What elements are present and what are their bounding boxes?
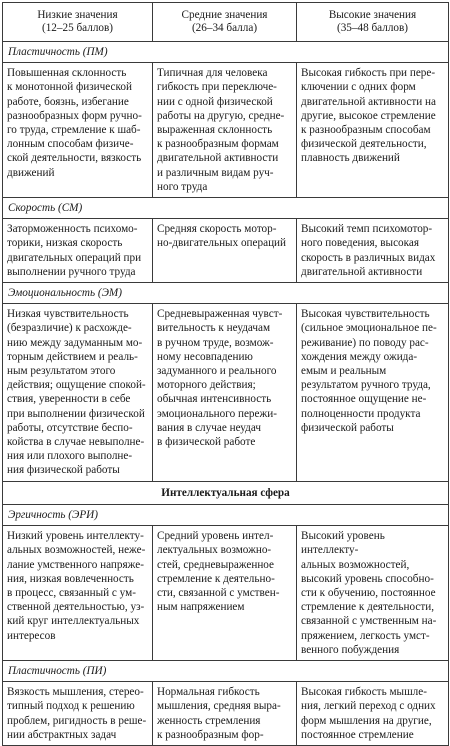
cell-low: Низкий уровень интеллекту- альных возможностей, неже- лание умственного напряже- ния, низкая вовлеченность в процесс, связанный с ум- ственной деятельностью, уз- кий круг интеллектуальных интересов — [3, 526, 153, 661]
section-title-emotionality-em: Эмоциональность (ЭМ) — [3, 283, 449, 304]
table-row — [3, 682, 449, 746]
cell-mid: Типичная для человека гибкость при переключе- нии с одной физической работы на другую, средне- выраженная склонность к разнообразным формам двигательной активности и различным видам руч- ного труда — [153, 63, 297, 198]
cell-low: Заторможенность психомо- торики, низкая скорость двигательных операций при выполнении ручного труда — [3, 219, 153, 283]
section-title-plasticity-pi: Пластичность (ПИ) — [3, 660, 449, 681]
table-row — [3, 219, 449, 283]
header-low-values: Низкие значения (12–25 баллов) — [3, 3, 153, 42]
header-mid-values: Средние значения (26–34 балла) — [153, 3, 297, 42]
cell-mid: Средняя скорость мотор- но-двигательных операций — [153, 219, 297, 283]
table-header-row — [3, 3, 449, 42]
section-title-speed-sm: Скорость (СМ) — [3, 198, 449, 219]
section-row — [3, 42, 449, 63]
section-title-ergicity-eri: Эргичность (ЭРИ) — [3, 504, 449, 525]
cell-mid: Средний уровень интел- лектуальных возможно- стей, средневыраженное стремление к деятельно- сти, связанной с умствен- ным напряжением — [153, 526, 297, 661]
section-row — [3, 504, 449, 525]
section-row — [3, 660, 449, 681]
cell-low: Повышенная склонность к монотонной физической работе, боязнь, избегание разнообразных форм ручно- го труда, стремление к шаб- лонным способам физиче- ской деятельности, вязкость движений — [3, 63, 153, 198]
table-row — [3, 63, 449, 198]
table-row — [3, 526, 449, 661]
cell-high: Высокий уровень интеллекту- альных возможностей, высокий уровень способно- сти к обучению, постоянное стремление к деятельности, связанной с умственным на- пряжением, легкость умст- венного побуждения — [297, 526, 449, 661]
sphere-heading-intellectual: Интеллектуальная сфера — [3, 481, 449, 504]
cell-mid: Нормальная гибкость мышления, средняя выра- женность стремления к разнообразным фор- — [153, 682, 297, 746]
cell-mid: Средневыраженная чувст- вительность к неудачам в ручном труде, возмож- ному несовпадению задуманного и реального моторного действия; обычная интенсивность эмоционального пережи- вания в случае неудач в физической работе — [153, 304, 297, 481]
table-row — [3, 304, 449, 481]
sphere-row — [3, 481, 449, 504]
cell-high: Высокая гибкость при пере- ключении с одних форм двигательной активности на другие, высокое стремление к разнообразным способам физической деятельности, плавность движений — [297, 63, 449, 198]
header-high-values: Высокие значения (35–48 баллов) — [297, 3, 449, 42]
temperament-scales-table — [2, 2, 449, 746]
cell-high: Высокий темп психомотор- ного поведения, высокая скорость в различных видах двигательной активности — [297, 219, 449, 283]
cell-high: Высокая чувствительность (сильное эмоциональное пе- реживание) по поводу рас- хождения между ожида- емым и реальным результатом ручного труда, постоянное ощущение не- полноценности продукта физической работы — [297, 304, 449, 481]
cell-high: Высокая гибкость мышле- ния, легкий переход с одних форм мышления на другие, постоянное стремление — [297, 682, 449, 746]
cell-low: Низкая чувствительность (безразличие) к расхожде- нию между задуманным мо- торным действием и реаль- ным результатом этого действия; ощущение спокой- ствия, уверенности в себе при выполнении физической работы, отсутствие беспо- койства в случае невыполне- ния или плохого выполне- ния физической работы — [3, 304, 153, 481]
section-row — [3, 198, 449, 219]
section-title-plasticity-pm: Пластичность (ПМ) — [3, 42, 449, 63]
section-row — [3, 283, 449, 304]
cell-low: Вязкость мышления, стерео- типный подход к решению проблем, ригидность в реше- нии абстрактных задач — [3, 682, 153, 746]
